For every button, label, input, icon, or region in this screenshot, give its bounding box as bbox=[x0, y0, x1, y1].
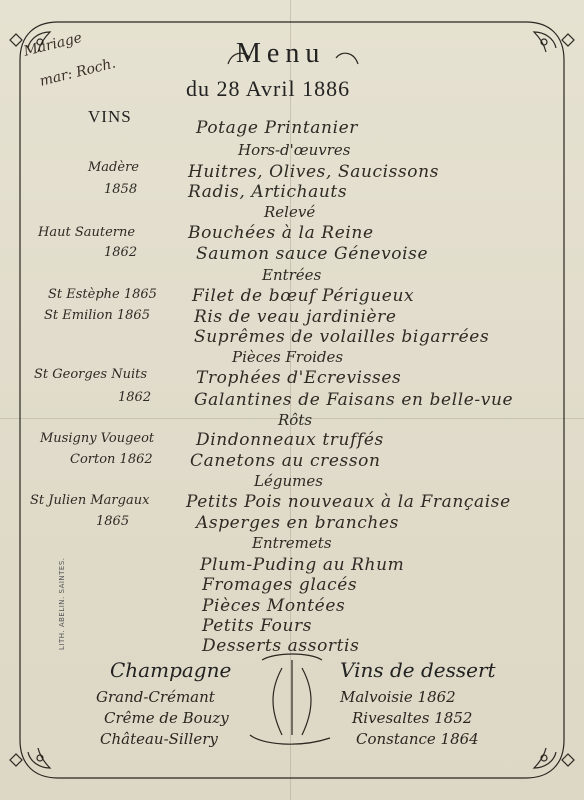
dessert-wine-item: Malvoisie 1862 bbox=[340, 688, 456, 706]
dish: Asperges en branches bbox=[196, 513, 399, 533]
dish: Ris de veau jardinière bbox=[194, 307, 397, 327]
wine-entry: 1858 bbox=[104, 182, 138, 197]
dish: Galantines de Faisans en belle-vue bbox=[194, 390, 514, 410]
dish: Filet de bœuf Périgueux bbox=[192, 286, 415, 306]
dessert-wine-item: Constance 1864 bbox=[356, 730, 479, 748]
menu-title: Menu bbox=[236, 38, 326, 69]
dish: Petits Fours bbox=[202, 616, 313, 636]
wine-entry: 1862 bbox=[118, 390, 152, 405]
course-heading: Pièces Froides bbox=[232, 348, 344, 366]
course-heading: Hors-d'œuvres bbox=[238, 141, 351, 159]
wine-entry: 1865 bbox=[96, 514, 130, 529]
dish: Bouchées à la Reine bbox=[188, 223, 374, 243]
handwritten-note-line1: Mariage bbox=[22, 29, 84, 60]
dish: Trophées d'Ecrevisses bbox=[196, 368, 402, 388]
dish: Potage Printanier bbox=[196, 118, 358, 138]
course-heading: Entremets bbox=[252, 534, 332, 552]
wine-entry: Madère bbox=[88, 160, 139, 175]
champagne-item: Crême de Bouzy bbox=[104, 709, 229, 727]
dish: Huitres, Olives, Saucissons bbox=[188, 162, 440, 182]
lithographer-mark: LITH. ABELIN. SAINTES. bbox=[58, 557, 66, 650]
dish: Fromages glacés bbox=[202, 575, 358, 595]
champagne-item: Grand-Crémant bbox=[96, 688, 215, 706]
wine-entry: Corton 1862 bbox=[70, 452, 153, 467]
dish: Pièces Montées bbox=[202, 596, 346, 616]
dish: Canetons au cresson bbox=[190, 451, 381, 471]
champagne-heading: Champagne bbox=[110, 658, 232, 682]
dish: Petits Pois nouveaux à la Française bbox=[186, 492, 511, 512]
wines-heading: VINS bbox=[88, 107, 132, 126]
dish: Dindonneaux truffés bbox=[196, 430, 384, 450]
wine-entry: Musigny Vougeot bbox=[40, 431, 155, 446]
course-heading: Entrées bbox=[262, 266, 322, 284]
wine-entry: St Georges Nuits bbox=[34, 367, 148, 382]
wine-entry: St Julien Margaux bbox=[30, 493, 150, 508]
champagne-item: Château-Sillery bbox=[100, 730, 218, 748]
dessert-wine-item: Rivesaltes 1852 bbox=[352, 709, 473, 727]
course-heading: Relevé bbox=[264, 203, 316, 221]
wine-entry: Haut Sauterne bbox=[38, 225, 136, 240]
dish: Desserts assortis bbox=[202, 636, 360, 656]
wine-entry: St Estèphe 1865 bbox=[48, 287, 157, 302]
dessert-wines-heading: Vins de dessert bbox=[340, 658, 496, 682]
dish: Plum-Puding au Rhum bbox=[200, 555, 405, 575]
dish: Suprêmes de volailles bigarrées bbox=[194, 327, 490, 347]
wine-entry: 1862 bbox=[104, 245, 138, 260]
course-heading: Rôts bbox=[278, 411, 313, 429]
dish: Radis, Artichauts bbox=[188, 182, 348, 202]
wine-entry: St Emilion 1865 bbox=[44, 308, 150, 323]
menu-date: du 28 Avril 1886 bbox=[186, 76, 351, 101]
course-heading: Légumes bbox=[254, 472, 323, 490]
dish: Saumon sauce Génevoise bbox=[196, 244, 429, 264]
handwritten-note-line2: mar: Roch. bbox=[38, 55, 118, 90]
